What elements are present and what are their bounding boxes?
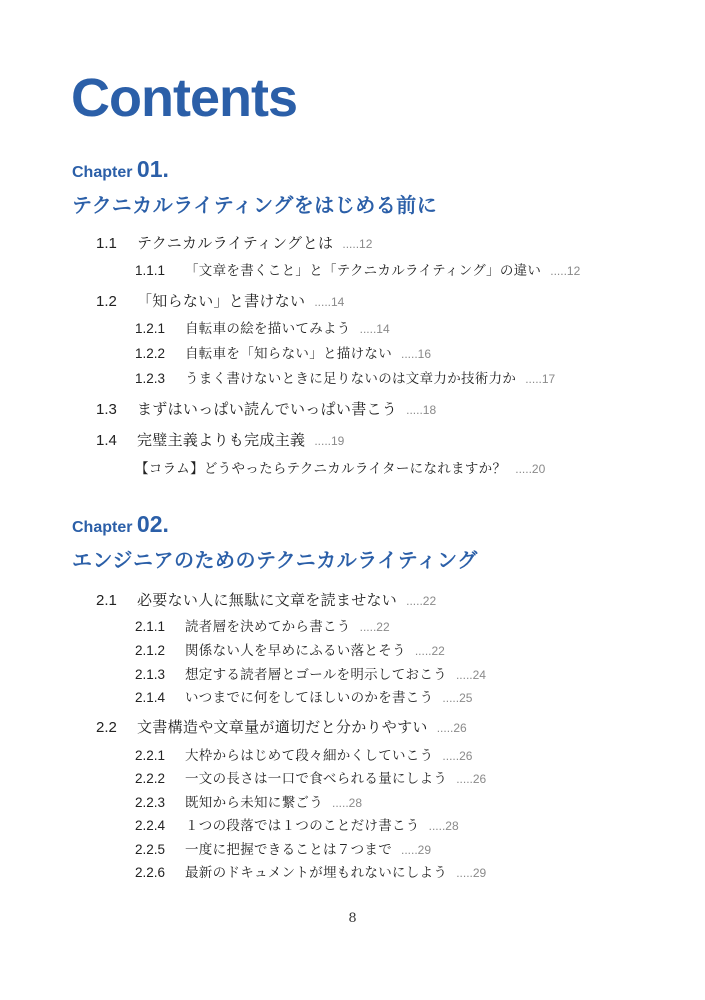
toc-entry[interactable] bbox=[96, 232, 372, 253]
page-reference: .....14 bbox=[314, 295, 345, 309]
section-number: 1.4 bbox=[96, 432, 117, 449]
section-number: 2.1.3 bbox=[135, 667, 166, 682]
toc-entry[interactable] bbox=[135, 615, 390, 635]
section-title: うまく書けないときに足りないのは文章力か技術力か bbox=[185, 371, 517, 387]
toc-entry[interactable] bbox=[96, 398, 436, 419]
section-number: 2.2.1 bbox=[135, 748, 166, 763]
section-number: 1.2.2 bbox=[135, 346, 166, 361]
chapter-2-heading bbox=[72, 511, 478, 575]
page-reference: .....22 bbox=[414, 644, 445, 658]
page-reference: .....22 bbox=[406, 594, 437, 608]
section-number: 2.2.6 bbox=[135, 865, 166, 880]
toc-entry[interactable] bbox=[135, 663, 486, 683]
toc-entry[interactable] bbox=[135, 791, 362, 811]
section-number: 1.1.1 bbox=[135, 263, 166, 278]
chapter-1-label bbox=[72, 156, 437, 186]
section-title: 文書構造や文章量が適切だと分かりやすい bbox=[137, 718, 428, 736]
page-reference: .....28 bbox=[428, 819, 459, 833]
page-reference: .....29 bbox=[401, 843, 432, 857]
chapter-2-number: 02. bbox=[136, 511, 169, 537]
section-number: 2.2 bbox=[96, 719, 117, 736]
page-reference: .....17 bbox=[525, 372, 556, 386]
toc-entry[interactable] bbox=[135, 367, 555, 387]
page-reference: .....25 bbox=[442, 691, 473, 705]
toc-entry[interactable] bbox=[135, 814, 459, 834]
page-reference: .....24 bbox=[455, 668, 486, 682]
page-reference: .....19 bbox=[314, 434, 345, 448]
section-title: 読者層を決めてから書こう bbox=[185, 619, 351, 635]
section-number: 2.2.3 bbox=[135, 795, 166, 810]
column-title: 【コラム】どうやったらテクニカルライターになれますか？ bbox=[135, 461, 507, 477]
section-number: 2.1.2 bbox=[135, 643, 166, 658]
section-title: 「知らない」と書けない bbox=[137, 292, 306, 310]
page-reference: .....26 bbox=[442, 749, 473, 763]
section-title: １つの段落では１つのことだけ書こう bbox=[185, 818, 420, 834]
page-reference: .....16 bbox=[401, 347, 432, 361]
toc-entry[interactable] bbox=[135, 767, 486, 787]
page-reference: .....12 bbox=[550, 264, 581, 278]
chapter-1-word: Chapter bbox=[72, 164, 133, 181]
section-title: 関係ない人を早めにふるい落とそう bbox=[185, 643, 406, 659]
page-reference: .....20 bbox=[515, 462, 546, 476]
section-title: 「文章を書くこと」と「テクニカルライティング」の違い bbox=[185, 263, 542, 279]
page-reference: .....14 bbox=[359, 322, 390, 336]
toc-entry[interactable] bbox=[96, 290, 344, 311]
toc-entry[interactable] bbox=[135, 639, 445, 659]
toc-entry[interactable] bbox=[135, 686, 472, 706]
section-number: 1.3 bbox=[96, 401, 117, 418]
section-title: テクニカルライティングとは bbox=[137, 234, 334, 252]
section-title: 完璧主義よりも完成主義 bbox=[137, 431, 306, 449]
toc-entry[interactable] bbox=[135, 744, 472, 764]
page-reference: .....18 bbox=[406, 403, 437, 417]
page-reference: .....28 bbox=[332, 796, 363, 810]
section-title: 一文の長さは一口で食べられる量にしよう bbox=[185, 771, 448, 787]
section-number: 2.2.4 bbox=[135, 818, 166, 833]
section-title: まずはいっぱい読んでいっぱい書こう bbox=[137, 400, 398, 418]
section-number: 2.1 bbox=[96, 592, 117, 609]
toc-column-entry[interactable] bbox=[135, 457, 545, 477]
section-title: 既知から未知に繋ごう bbox=[185, 795, 323, 811]
section-title: 自転車の絵を描いてみよう bbox=[185, 321, 351, 337]
chapter-1-title: テクニカルライティングをはじめる前に bbox=[72, 193, 438, 217]
section-number: 1.2 bbox=[96, 293, 117, 310]
toc-entry[interactable] bbox=[135, 259, 580, 279]
toc-entry[interactable] bbox=[135, 861, 486, 881]
section-number: 1.2.3 bbox=[135, 371, 166, 386]
chapter-2-label bbox=[72, 511, 478, 541]
chapter-2-title: エンジニアのためのテクニカルライティング bbox=[72, 548, 478, 572]
chapter-1-number: 01. bbox=[136, 156, 169, 182]
section-title: 自転車を「知らない」と描けない bbox=[185, 346, 392, 362]
toc-entry[interactable] bbox=[96, 429, 344, 450]
page-reference: .....22 bbox=[359, 620, 390, 634]
section-number: 2.2.5 bbox=[135, 842, 166, 857]
toc-entry[interactable] bbox=[135, 317, 390, 337]
page-reference: .....12 bbox=[342, 237, 373, 251]
section-title: 最新のドキュメントが埋もれないにしよう bbox=[185, 865, 448, 881]
section-number: 2.1.1 bbox=[135, 619, 166, 634]
section-number: 1.2.1 bbox=[135, 321, 166, 336]
page-reference: .....29 bbox=[456, 866, 487, 880]
toc-entry[interactable] bbox=[135, 342, 431, 362]
section-title: いつまでに何をしてほしいのかを書こう bbox=[185, 690, 434, 706]
section-title: 一度に把握できることは７つまで bbox=[185, 842, 392, 858]
section-number: 1.1 bbox=[96, 235, 117, 252]
section-title: 想定する読者層とゴールを明示しておこう bbox=[185, 667, 447, 683]
page-number: 8 bbox=[348, 911, 357, 926]
section-title: 必要ない人に無駄に文章を読ませない bbox=[137, 591, 398, 609]
chapter-1-heading bbox=[72, 156, 437, 220]
section-number: 2.2.2 bbox=[135, 771, 166, 786]
section-title: 大枠からはじめて段々細かくしていこう bbox=[185, 748, 434, 764]
chapter-2-word: Chapter bbox=[72, 519, 133, 536]
page-title: Contents bbox=[71, 68, 297, 128]
page-reference: .....26 bbox=[436, 721, 467, 735]
toc-entry[interactable] bbox=[135, 838, 431, 858]
section-number: 2.1.4 bbox=[135, 690, 166, 705]
toc-entry[interactable] bbox=[96, 716, 467, 737]
page-reference: .....26 bbox=[456, 772, 487, 786]
toc-entry[interactable] bbox=[96, 589, 436, 610]
